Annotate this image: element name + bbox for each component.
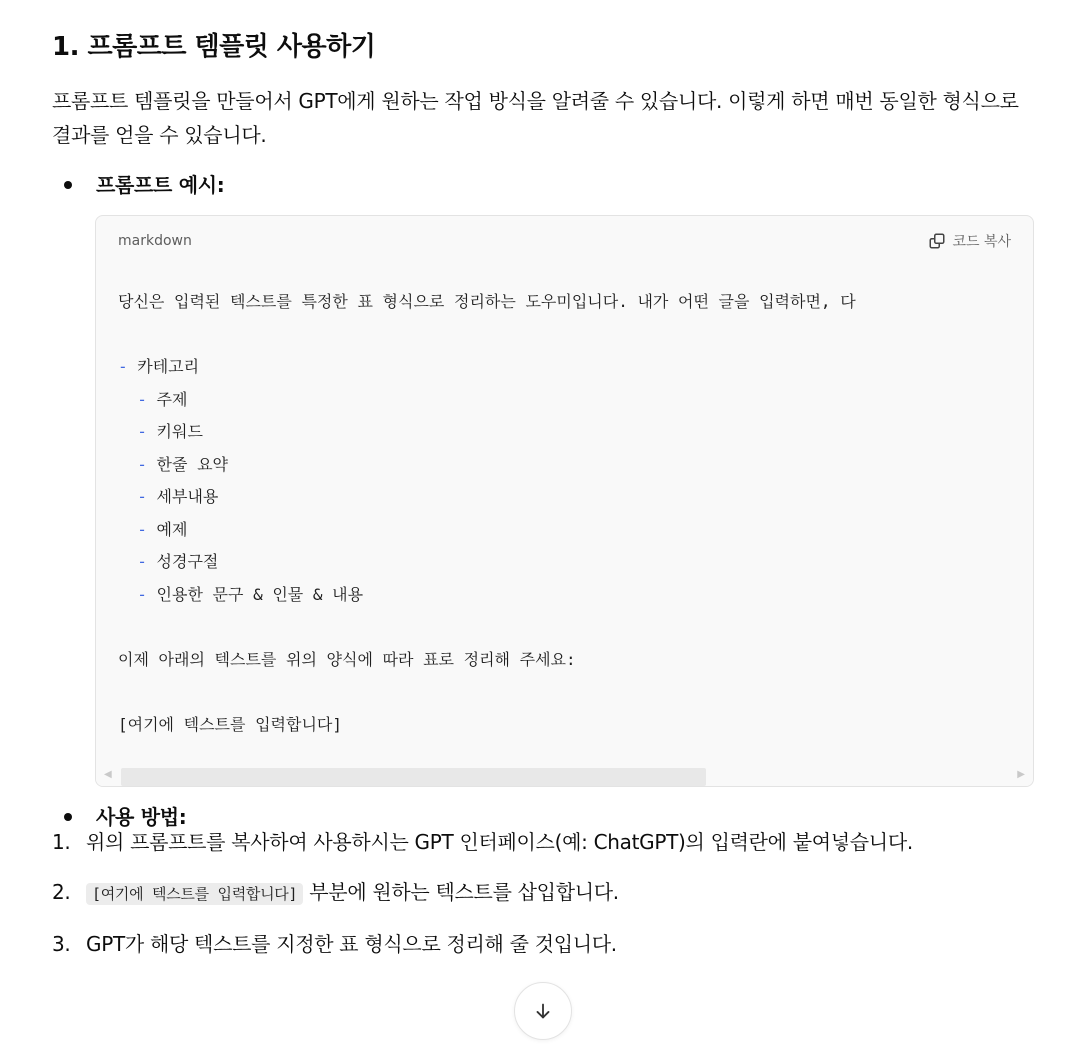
bullet-dot	[64, 813, 72, 821]
code-list-marker: -	[118, 357, 128, 376]
code-indent	[118, 422, 137, 441]
code-indent	[118, 520, 137, 539]
code-line	[118, 611, 1033, 644]
code-content[interactable]	[118, 286, 1033, 756]
code-block	[95, 215, 1034, 787]
code-line	[118, 449, 1033, 482]
code-language: markdown	[118, 233, 192, 249]
code-list-marker: -	[137, 519, 147, 539]
code-line	[118, 481, 1033, 514]
step-text: GPT가 해당 텍스트를 지정한 표 형식으로 정리해 줄 것입니다.	[86, 932, 617, 956]
copy-code-button[interactable]	[928, 231, 1011, 251]
bullet-label-usage: 사용 방법:	[96, 805, 187, 829]
code-text: 주제	[146, 389, 188, 409]
intro-paragraph: 프롬프트 템플릿을 만들어서 GPT에게 원하는 작업 방식을 알려줄 수 있습니다. 이렇게 하면 매번 동일한 형식으로 결과를 얻을 수 있습니다.	[52, 89, 1019, 147]
code-indent	[118, 585, 137, 604]
code-text: 당신은 입력된 텍스트를 특정한 표 형식으로 정리하는 도우미입니다. 내가 어떤 글을 입력하면, 다	[118, 292, 856, 311]
code-header	[96, 216, 1033, 266]
code-indent	[118, 390, 137, 409]
code-text: 이제 아래의 텍스트를 위의 양식에 따라 표로 정리해 주세요:	[118, 649, 576, 669]
scroll-left-icon[interactable]: ◀	[104, 769, 112, 780]
code-line	[118, 384, 1033, 417]
step-number: 3.	[52, 932, 71, 956]
code-indent	[118, 455, 137, 474]
code-text: 성경구절	[146, 552, 219, 571]
code-line	[118, 416, 1033, 449]
code-line	[118, 351, 1033, 384]
code-list-marker: -	[137, 389, 147, 409]
code-list-marker: -	[137, 422, 147, 441]
list-item	[52, 825, 982, 859]
code-list-marker: -	[137, 584, 147, 604]
code-text: [여기에 텍스트를 입력합니다]	[118, 714, 343, 734]
section-title: 1. 프롬프트 템플릿 사용하기	[52, 32, 376, 62]
code-text: 카테고리	[127, 357, 200, 376]
code-text: 세부내용	[146, 487, 219, 506]
step-text: 부분에 원하는 텍스트를 삽입합니다.	[303, 880, 619, 904]
scroll-right-icon[interactable]: ▶	[1017, 769, 1025, 780]
code-line	[118, 709, 1033, 742]
code-text: 인용한 문구 & 인물 & 내용	[146, 584, 364, 604]
code-list-marker: -	[137, 454, 147, 474]
step-text: 위의 프롬프트를 복사하여 사용하시는 GPT 인터페이스(예: ChatGPT)의 입력란에 붙여넣습니다.	[86, 830, 913, 854]
code-line	[118, 514, 1033, 547]
horizontal-scrollbar[interactable]	[96, 764, 1033, 786]
code-text: 키워드	[146, 422, 203, 441]
code-text: 한줄 요약	[146, 454, 228, 474]
code-line	[118, 286, 1033, 319]
code-list-marker: -	[137, 552, 147, 571]
code-list-marker: -	[137, 487, 147, 506]
copy-icon	[928, 232, 946, 250]
code-line	[118, 676, 1033, 709]
arrow-down-icon	[532, 1000, 554, 1022]
list-item	[52, 875, 982, 911]
code-line	[118, 546, 1033, 579]
step-number: 1.	[52, 830, 71, 854]
usage-steps	[52, 825, 982, 961]
code-line	[118, 319, 1033, 352]
code-line	[118, 579, 1033, 612]
list-item	[52, 927, 982, 961]
code-line	[118, 644, 1033, 677]
code-indent	[118, 487, 137, 506]
code-indent	[118, 552, 137, 571]
inline-code: [여기에 텍스트를 입력합니다]	[86, 883, 303, 905]
copy-code-label: 코드 복사	[952, 234, 1011, 250]
bullet-label-example: 프롬프트 예시:	[96, 173, 225, 197]
scrollbar-thumb[interactable]	[121, 768, 706, 786]
bullet-example	[52, 171, 224, 199]
bullet-dot	[64, 181, 72, 189]
code-text: 예제	[146, 519, 188, 539]
step-number: 2.	[52, 880, 71, 904]
scroll-to-bottom-button[interactable]	[514, 982, 572, 1040]
